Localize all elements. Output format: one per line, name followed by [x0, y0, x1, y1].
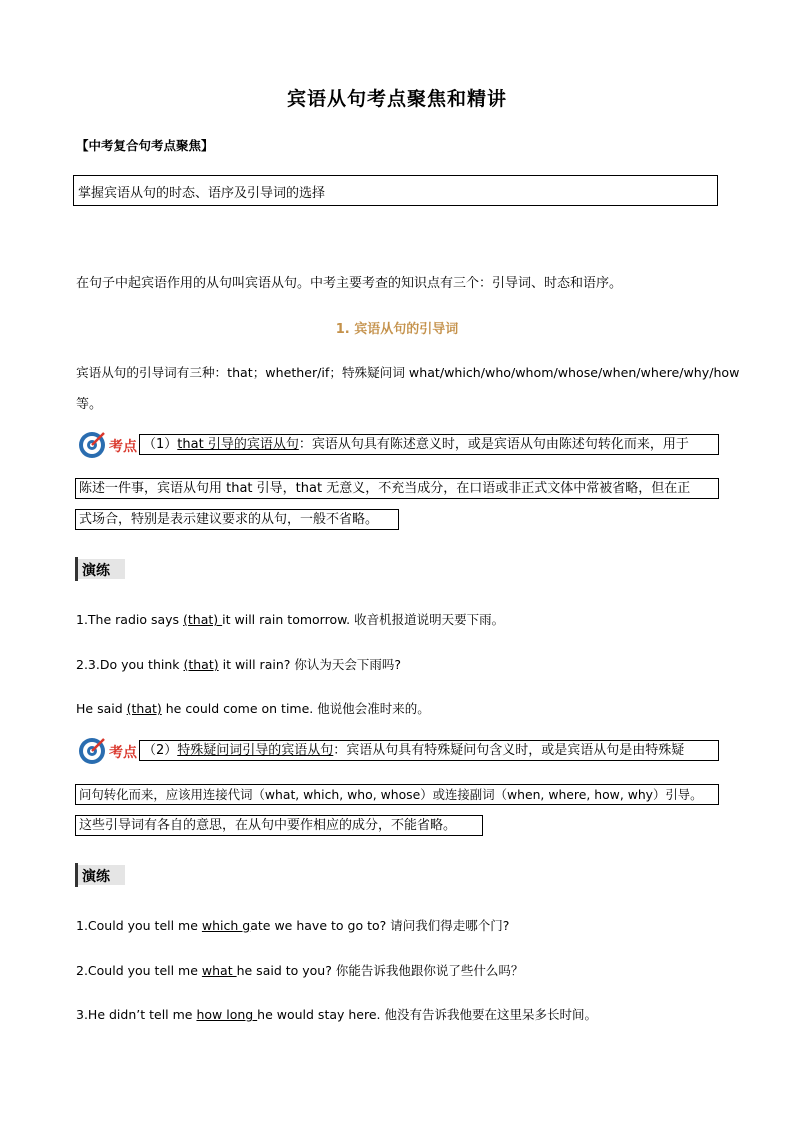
point2-prefix: （2） — [143, 743, 178, 758]
practice-icon — [75, 862, 127, 888]
point2-line3: 这些引导词有各自的意思，在从句中要作相应的成分，不能省略。 — [75, 815, 483, 836]
point2-line1 — [139, 740, 719, 761]
intro-paragraph: 在句子中起宾语作用的从句叫宾语从句。中考主要考查的知识点有三个：引导词、时态和语序。 — [76, 276, 623, 291]
paragraph-line: 等。 — [76, 397, 103, 412]
section-label: 【中考复合句考点聚焦】 — [76, 138, 214, 153]
kaodian-label: 考点 — [109, 439, 137, 455]
point2-topic: 特殊疑问词引导的宾语从句 — [177, 743, 334, 758]
section-heading-1: 1. 宾语从句的引导词 — [335, 322, 459, 337]
practice-item: He said (that) he could come on time. 他说他会准时来的。 — [76, 701, 430, 716]
answer-blank: (that) — [183, 612, 223, 627]
point1-line3: 式场合，特别是表示建议要求的从句，一般不省略。 — [75, 509, 399, 530]
practice-item: 2.3.Do you think (that) it will rain? 你认为天会下雨吗? — [76, 657, 401, 672]
page-title: 宾语从句考点聚焦和精讲 — [286, 88, 507, 110]
point1-line1-text: ：宾语从句具有陈述意义时，或是宾语从句由陈述句转化而来，用于 — [298, 437, 689, 452]
practice-item: 1.Could you tell me which gate we have to go to? 请问我们得走哪个门? — [76, 918, 510, 933]
answer-blank: (that) — [126, 701, 162, 716]
target-icon — [78, 430, 140, 460]
kaodian-badge — [78, 430, 140, 464]
point1-line2: 陈述一件事，宾语从句用 that 引导，that 无意义，不充当成分，在口语或非正式文体中常被省略，但在正 — [75, 478, 719, 499]
answer-blank: how long — [196, 1007, 258, 1022]
target-icon — [78, 736, 140, 766]
point2-line2: 问句转化而来，应该用连接代词（what, which, who, whose）或连接副词（when, where, how, why）引导。 — [75, 784, 719, 805]
point1-prefix: （1） — [143, 437, 178, 452]
practice-badge — [75, 556, 127, 586]
point1-topic: that 引导的宾语从句 — [177, 437, 299, 452]
practice-label: 演练 — [82, 563, 110, 579]
point2-line1-text: ：宾语从句具有特殊疑问句含义时，或是宾语从句是由特殊疑 — [333, 743, 685, 758]
focus-box: 掌握宾语从句的时态、语序及引导词的选择 — [73, 175, 718, 206]
kaodian-label: 考点 — [109, 745, 137, 761]
practice-item: 1.The radio says (that) it will rain tomorrow. 收音机报道说明天要下雨。 — [76, 612, 505, 627]
point1-line1 — [139, 434, 719, 455]
practice-badge — [75, 862, 127, 892]
practice-label: 演练 — [82, 869, 110, 885]
answer-blank: (that) — [183, 657, 219, 672]
answer-blank: which g — [201, 918, 251, 933]
practice-icon — [75, 556, 127, 582]
answer-blank: what — [201, 963, 237, 978]
paragraph-line: 宾语从句的引导词有三种：that；whether/if；特殊疑问词 what/which/who/whom/whose/when/where/why/how — [76, 365, 740, 380]
practice-item: 2.Could you tell me what he said to you? 你能告诉我他跟你说了些什么吗？ — [76, 963, 524, 978]
practice-item: 3.He didn’t tell me how long he would stay here. 他没有告诉我他要在这里呆多长时间。 — [76, 1007, 597, 1022]
kaodian-badge — [78, 736, 140, 770]
